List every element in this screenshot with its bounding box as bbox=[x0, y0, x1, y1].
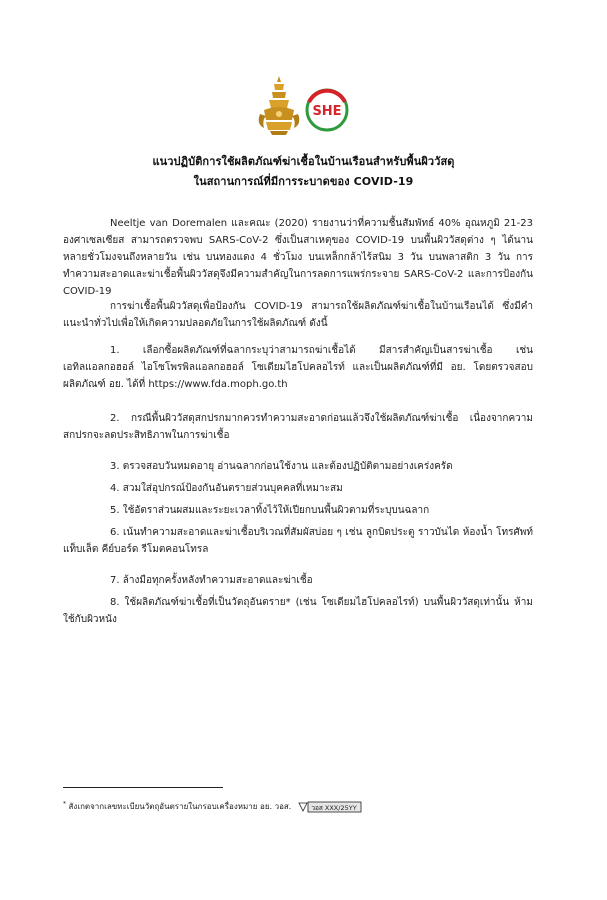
chula-crest-icon bbox=[256, 74, 302, 136]
list-item: 1. เลือกซื้อผลิตภัณฑ์ที่ฉลากระบุว่าสามารถฆ่าเชื้อได้ มีสารสำคัญเป็นสารฆ่าเชื้อ เช่น เอทิลแอลกอฮอล์ ไอโซโพรพิลแอลกอฮอล์ โซเดียมไฮโปคลอไรท์ และเป็นผลิตภัณฑ์ที่มี อย. โดยตรวจสอบผลิตภัณฑ์ อย. ได้ที่ https://www.fda.moph.go.th bbox=[63, 345, 533, 390]
footnote-text: สังเกตจากเลขทะเบียนวัตถุอันตรายในกรอบเครื่องหมาย อย. วอส. bbox=[68, 802, 292, 811]
list-item: 3. ตรวจสอบวันหมดอายุ อ่านฉลากก่อนใช้งาน และต้องปฏิบัติตามอย่างเคร่งครัด bbox=[110, 461, 453, 472]
list-item: 4. สวมใส่อุปกรณ์ป้องกันอันตรายส่วนบุคคลที่เหมาะสม bbox=[110, 483, 343, 494]
footnote-divider bbox=[63, 787, 223, 788]
badge-label: วอส XXX/25YY bbox=[311, 803, 357, 812]
document-title: แนวปฏิบัติการใช้ผลิตภัณฑ์ฆ่าเชื้อในบ้านเรือนสำหรับพื้นผิววัสดุ bbox=[152, 155, 455, 168]
footnote-marker: * bbox=[63, 800, 66, 808]
paragraph-intro: Neeltje van Doremalen และคณะ (2020) รายงานว่าที่ความชื้นสัมพัทธ์ 40% อุณหภูมิ 21-23 องศาเซลเซียส สามารถตรวจพบ SARS-CoV-2 ซึ่งเป็นสาเหตุของ COVID-19 บนพื้นผิววัสดุต่าง ๆ ได้นานหลายชั่วโมงจนถึงหลายวัน เช่น บนทองแดง 4 ชั่วโมง บนเหล็กกล้าไร้สนิม 3 วัน บนพลาสติก 3 วัน การทำความสะอาดและฆ่าเชื้อพื้นผิววัสดุจึงมีความสำคัญในการลดการแพร่กระจาย SARS-CoV-2 และการป้องกัน COVID-19 bbox=[63, 218, 533, 297]
she-logo-text: SHE bbox=[312, 104, 342, 119]
list-item: 6. เน้นทำความสะอาดและฆ่าเชื้อบริเวณที่สัมผัสบ่อย ๆ เช่น ลูกบิดประตู ราวบันได ห้องน้ำ โทรศัพท์ แท็บเล็ต คีย์บอร์ด รีโมตคอนโทรล bbox=[63, 527, 533, 555]
list-item: 5. ใช้อัตราส่วนผสมและระยะเวลาทิ้งไว้ให้เปียกบนพื้นผิวตามที่ระบุบนฉลาก bbox=[110, 505, 430, 516]
hazard-registration-badge-icon bbox=[298, 801, 362, 813]
footnote bbox=[63, 800, 362, 813]
document-subtitle: ในสถานการณ์ที่มีการระบาดของ COVID-19 bbox=[193, 175, 414, 188]
list-item: 8. ใช้ผลิตภัณฑ์ฆ่าเชื้อที่เป็นวัตถุอันตราย* (เช่น โซเดียมไฮโปคลอไรท์) บนพื้นผิววัสดุเท่านั้น ห้ามใช้กับผิวหนัง bbox=[63, 597, 533, 625]
paragraph-guidance: การฆ่าเชื้อพื้นผิววัสดุเพื่อป้องกัน COVID-19 สามารถใช้ผลิตภัณฑ์ฆ่าเชื้อในบ้านเรือนได้ ซึ่งมีคำแนะนำทั่วไปเพื่อให้เกิดความปลอดภัยในการใช้ผลิตภัณฑ์ ดังนี้ bbox=[63, 301, 533, 329]
she-logo-icon bbox=[305, 88, 349, 132]
list-item: 2. กรณีพื้นผิววัสดุสกปรกมากควรทำความสะอาดก่อนแล้วจึงใช้ผลิตภัณฑ์ฆ่าเชื้อ เนื่องจากความสกปรกจะลดประสิทธิภาพในการฆ่าเชื้อ bbox=[63, 413, 533, 441]
list-item: 7. ล้างมือทุกครั้งหลังทำความสะอาดและฆ่าเชื้อ bbox=[110, 575, 313, 586]
